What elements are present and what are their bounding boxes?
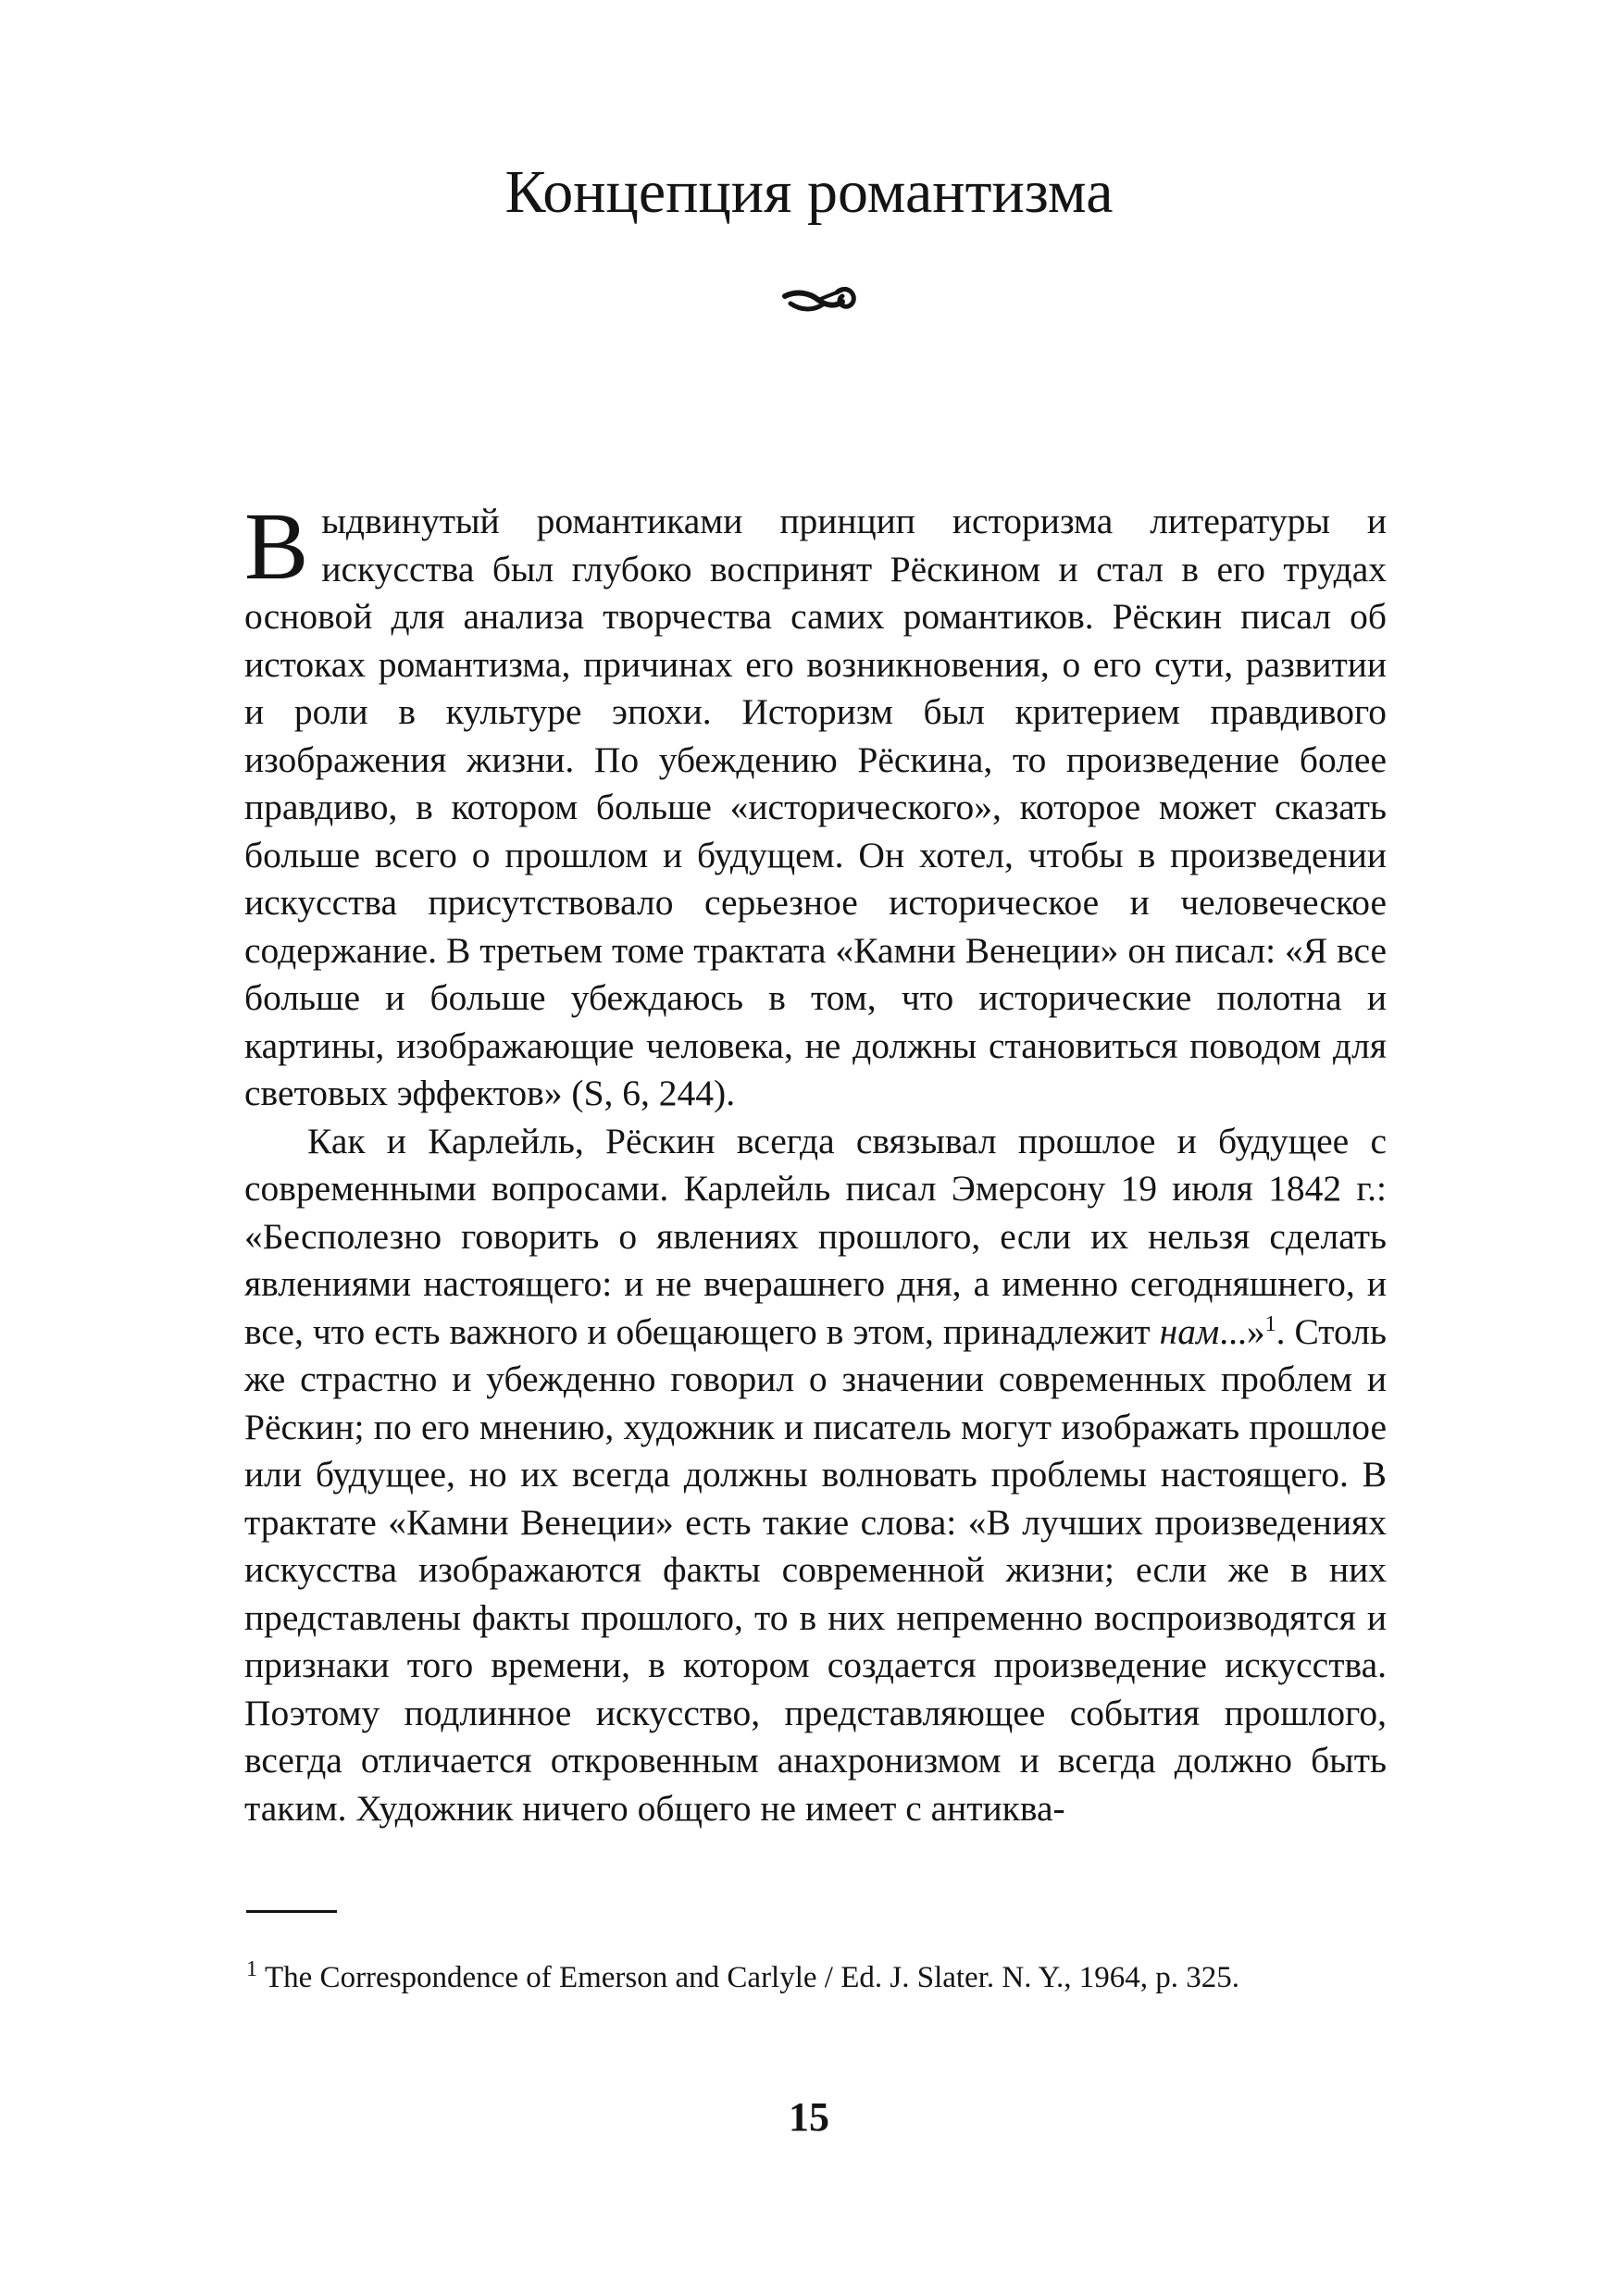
footnote	[246, 1951, 1387, 1996]
main-text	[244, 493, 1387, 1832]
paragraph-1-text: ыдвинутый романтиками принцип историзма литературы и искусства был глубоко воспринят Рёскином и стал в его трудах основой для анализа творчества самих романтиков. Рёскин писал об истоках романтизма, причинах его возникновения, о его сути, развитии и роли в культуре эпохи. Историзм был критерием правдивого изображения жизни. По убеждению Рёскина, то произведение более правдиво, в котором больше «исторического», которое может сказать больше всего о прошлом и будущем. Он хотел, чтобы в произведении искусства присутствовало серьезное историческое и человеческое содержание. В третьем томе трактата «Камни Венеции» он писал: «Я все больше и больше убеждаюсь в том, что исторические полотна и картины, изображающие человека, не должны становиться поводом для световых эффектов» (S, 6, 244).	[244, 501, 1387, 1113]
footnote-mark: 1	[246, 1957, 257, 1981]
paragraph-1	[244, 493, 1387, 1118]
paragraph-2-text-start: Как и Карлейль, Рёскин всегда связывал прошлое и будущее с современными вопросами. Карлейль писал Эмерсону 19 июля 1842 г.: «Бесполезно говорить о явлениях прошлого, если их нельзя сделать явлениями настоящего: и не вчерашнего дня, а именно сегодняшнего, и все, что есть важного и обещающего в этом, принадлежит	[244, 1120, 1387, 1352]
footnote-divider	[246, 1910, 337, 1913]
paragraph-2-text-end: . Столь же страстно и убежденно говорил о значении современных проблем и Рёскин; по его мнению, художник и писатель могут изображать прошлое или будущее, но их всегда должны волновать проблемы настоящего. В трактате «Камни Венеции» есть такие слова: «В лучших произведениях искусства изображаются факты современной жизни; если же в них представлены факты прошлого, то в них непременно воспроизводятся и признаки того времени, в котором создается произведение искусства. Поэтому подлинное искусство, представляющее события прошлого, всегда отличается откровенным анахронизмом и всегда должно быть таким. Художник ничего общего не имеет с антиква-	[244, 1310, 1387, 1829]
fleuron-ornament-icon	[781, 283, 859, 320]
paragraph-2	[244, 1118, 1387, 1833]
page-number: 15	[789, 2094, 829, 2140]
footnote-text: The Correspondence of Emerson and Carlyle / Ed. J. Slater. N. Y., 1964, p. 325.	[265, 1961, 1240, 1994]
chapter-title: Концепция романтизма	[504, 158, 1114, 226]
emphasized-word: нам	[1159, 1310, 1220, 1352]
quote-close: ...»	[1219, 1310, 1265, 1352]
drop-cap-letter: В	[244, 493, 309, 600]
footnote-reference: 1	[1264, 1311, 1276, 1336]
